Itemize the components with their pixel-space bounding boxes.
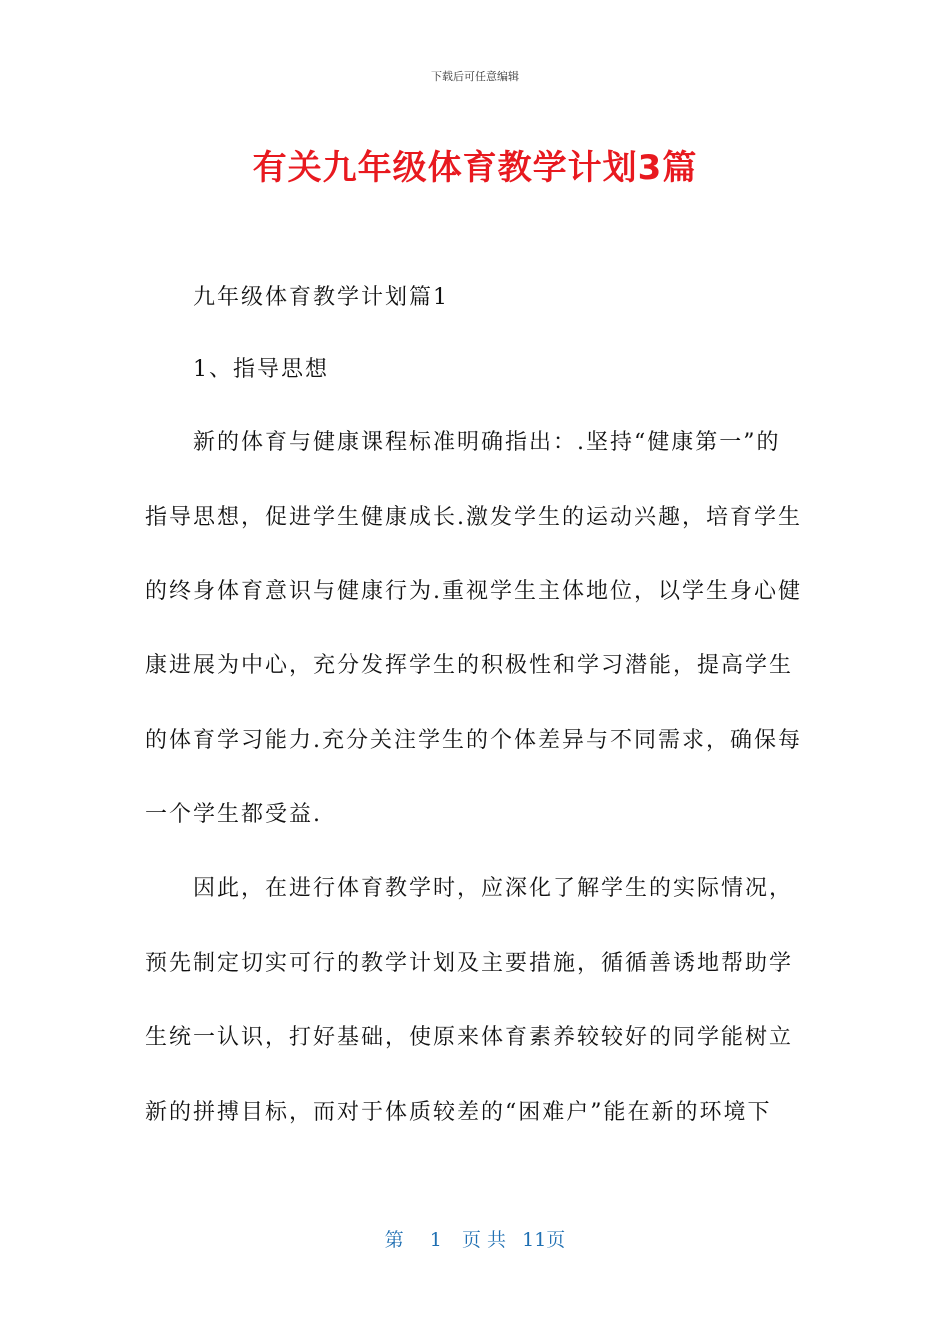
paragraph-line: 的终身体育意识与健康行为.重视学生主体地位，以学生身心健 (145, 579, 802, 604)
paragraph-line: 新的拼搏目标，而对于体质较差的“困难户”能在新的环境下 (145, 1100, 772, 1125)
paragraph-line: 指导思想，促进学生健康成长.激发学生的运动兴趣，培育学生 (145, 505, 802, 530)
footer-current-page: 1 (429, 1229, 442, 1251)
paragraph-line: 预先制定切实可行的教学计划及主要措施，循循善诱地帮助学 (145, 951, 794, 976)
paragraph-line: 一个学生都受益. (145, 802, 322, 827)
paragraph-line: 因此，在进行体育教学时，应深化了解学生的实际情况， (193, 876, 794, 901)
header-note: 下载后可任意编辑 (431, 70, 519, 83)
section-heading: 1、指导思想 (193, 357, 329, 382)
paragraph-line: 新的体育与健康课程标准明确指出：.坚持“健康第一”的 (193, 430, 781, 455)
paragraph-line: 的体育学习能力.充分关注学生的个体差异与不同需求，确保每 (145, 728, 802, 753)
subheading: 九年级体育教学计划篇1 (193, 285, 449, 310)
footer-middle: 页 共 (461, 1229, 507, 1251)
footer-suffix: 页 (546, 1229, 566, 1251)
paragraph-line: 生统一认识，打好基础，使原来体育素养较较好的同学能树立 (145, 1025, 794, 1050)
paragraph-line: 康进展为中心，充分发挥学生的积极性和学习潜能，提高学生 (145, 653, 794, 678)
footer-total-pages: 11 (522, 1229, 547, 1251)
footer-prefix: 第 (384, 1229, 404, 1251)
document-title: 有关九年级体育教学计划3篇 (252, 148, 698, 188)
page-footer (0, 1225, 950, 1252)
